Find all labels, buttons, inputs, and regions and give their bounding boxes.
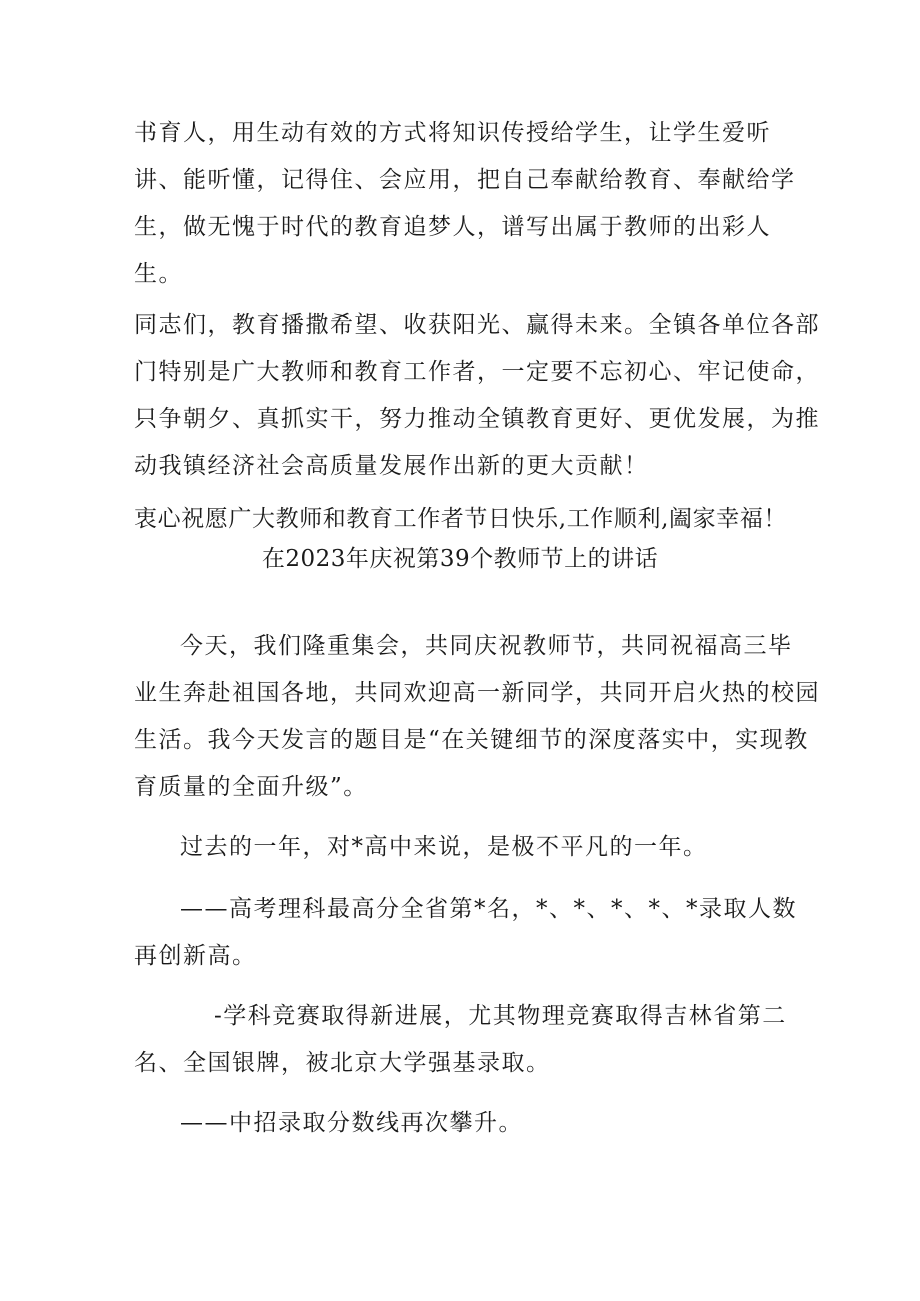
intro-paragraph-line-3: 生活。我今天发言的题目是“在关键细节的深度落实中，实现教 xyxy=(134,727,809,753)
intro-paragraph-line-1: 今天，我们隆重集会，共同庆祝教师节，共同祝福高三毕 xyxy=(180,633,793,659)
intro-paragraph-line-2: 业生奔赴祖国各地，共同欢迎高一新同学，共同开启火热的校园 xyxy=(134,680,820,706)
achievement-3-line: ——中招录取分数线再次攀升。 xyxy=(180,1110,523,1136)
closing-paragraph-line-2: 门特别是广大教师和教育工作者，一定要不忘初心、牢记使命， xyxy=(134,359,820,385)
intro-paragraph-line-4: 育质量的全面升级”。 xyxy=(134,774,368,800)
speech-title: 在2023年庆祝第39个教师节上的讲话 xyxy=(261,546,659,572)
top-paragraph-line-4: 生。 xyxy=(134,261,183,287)
top-paragraph-line-3: 生，做无愧于时代的教育追梦人，谱写出属于教师的出彩人 xyxy=(134,214,771,240)
achievement-1-line-2: 再创新高。 xyxy=(134,943,257,969)
wishes-line: 衷心祝愿广大教师和教育工作者节日快乐,工作顺利,阖家幸福！ xyxy=(134,506,788,532)
past-year-line: 过去的一年，对*高中来说，是极不平凡的一年。 xyxy=(180,834,708,860)
closing-paragraph-line-4: 动我镇经济社会高质量发展作出新的更大贡献！ xyxy=(134,453,649,479)
top-paragraph-line-1: 书育人，用生动有效的方式将知识传授给学生，让学生爱听 xyxy=(134,120,771,146)
achievement-2-line-1: -学科竞赛取得新进展，尤其物理竞赛取得吉林省第二 xyxy=(214,1003,787,1029)
closing-paragraph-line-3: 只争朝夕、真抓实干，努力推动全镇教育更好、更优发展，为推 xyxy=(134,406,820,432)
closing-paragraph-line-1: 同志们，教育播撒希望、收获阳光、赢得未来。全镇各单位各部 xyxy=(134,312,820,338)
top-paragraph-line-2: 讲、能听懂，记得住、会应用，把自己奉献给教育、奉献给学 xyxy=(134,167,796,193)
achievement-1-line-1: ——高考理科最高分全省第*名，*、*、*、*、*录取人数 xyxy=(180,896,797,922)
achievement-2-line-2: 名、全国银牌，被北京大学强基录取。 xyxy=(134,1050,551,1076)
